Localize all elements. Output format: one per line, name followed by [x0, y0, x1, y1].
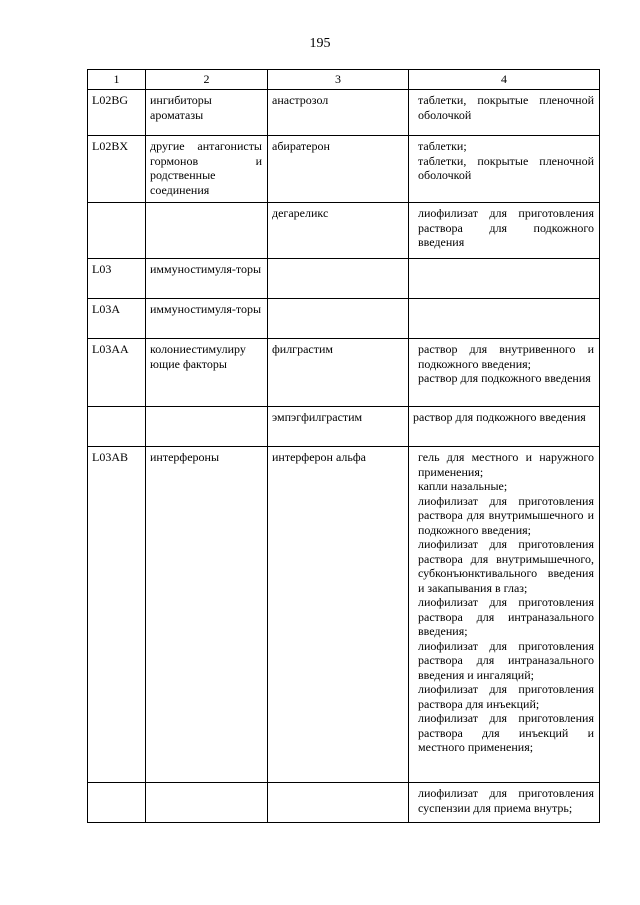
- header-cell: 1: [88, 70, 146, 90]
- dosage-form: капли назальные;: [418, 479, 508, 493]
- group-cell: другие антагонисты гормонов и родственные соединения: [146, 136, 268, 203]
- table-row: [88, 339, 600, 407]
- atc-code-cell: L02BG: [88, 90, 146, 136]
- dosage-form: таблетки, покрытые пленочной оболочкой: [418, 153, 594, 182]
- table-row: [88, 783, 600, 823]
- atc-code-cell: L03A: [88, 299, 146, 339]
- group-cell: [146, 203, 268, 259]
- dosage-forms-cell: [409, 407, 600, 447]
- dosage-form: лиофилизат для приготовления раствора для интраназального введения и ингаляций;: [418, 638, 594, 682]
- dosage-form: гель для местного и наружного применения;: [418, 450, 594, 479]
- dosage-form: лиофилизат для приготовления раствора для инъекций;: [418, 682, 594, 711]
- dosage-form: лиофилизат для приготовления раствора для инъекций и местного применения;: [418, 711, 594, 754]
- header-cell: 3: [268, 70, 409, 90]
- dosage-forms-cell: [409, 259, 600, 299]
- drug-cell: эмпэгфилграстим: [268, 407, 409, 447]
- dosage-forms-cell: [409, 447, 600, 783]
- page-number: 195: [309, 36, 331, 51]
- drug-cell: анастрозол: [268, 90, 409, 136]
- header-cell: 4: [409, 70, 600, 90]
- drug-cell: абиратерон: [268, 136, 409, 203]
- atc-code-cell: [88, 203, 146, 259]
- dosage-forms-cell: [409, 90, 600, 136]
- table-row: [88, 90, 600, 136]
- table-row: [88, 203, 600, 259]
- drug-cell: интерферон альфа: [268, 447, 409, 783]
- header-row: [88, 70, 600, 90]
- drug-cell: [268, 259, 409, 299]
- table-row: [88, 299, 600, 339]
- group-cell: [146, 407, 268, 447]
- table-row: [88, 259, 600, 299]
- drug-cell: [268, 783, 409, 823]
- drug-cell: дегареликс: [268, 203, 409, 259]
- dosage-forms-cell: [409, 783, 600, 823]
- dosage-form: таблетки;: [418, 139, 467, 153]
- group-cell: иммуностимуля-торы: [146, 299, 268, 339]
- drug-classification-table: [87, 69, 600, 823]
- atc-code-cell: L02BX: [88, 136, 146, 203]
- dosage-form: лиофилизат для приготовления раствора для внутримышечного и подкожного введения;: [418, 493, 594, 537]
- atc-code-cell: [88, 783, 146, 823]
- dosage-forms-cell: [409, 203, 600, 259]
- table-row: [88, 447, 600, 783]
- atc-code-cell: L03: [88, 259, 146, 299]
- dosage-form: лиофилизат для приготовления суспензии для приема внутрь;: [418, 786, 594, 815]
- dosage-forms-cell: [409, 339, 600, 407]
- dosage-form: раствор для подкожного введения: [413, 410, 586, 424]
- dosage-form: лиофилизат для приготовления раствора для внутримышечного, субконъюнктивального введения и закапывания в глаз;: [418, 537, 594, 595]
- dosage-form: раствор для внутривенного и подкожного введения;: [418, 342, 594, 371]
- drug-cell: филграстим: [268, 339, 409, 407]
- dosage-forms-cell: [409, 136, 600, 203]
- atc-code-cell: L03AA: [88, 339, 146, 407]
- header-cell: 2: [146, 70, 268, 90]
- group-cell: колониестимулиру ющие факторы: [146, 339, 268, 407]
- dosage-form: лиофилизат для приготовления раствора для интраназального введения;: [418, 595, 594, 638]
- atc-code-cell: [88, 407, 146, 447]
- dosage-forms-cell: [409, 299, 600, 339]
- group-cell: [146, 783, 268, 823]
- table-row: [88, 407, 600, 447]
- atc-code-cell: L03AB: [88, 447, 146, 783]
- dosage-form: таблетки, покрытые пленочной оболочкой: [418, 93, 594, 122]
- group-cell: ингибиторы ароматазы: [146, 90, 268, 136]
- dosage-form: раствор для подкожного введения: [418, 371, 591, 385]
- drug-cell: [268, 299, 409, 339]
- dosage-form: лиофилизат для приготовления раствора для подкожного введения: [418, 206, 594, 249]
- group-cell: иммуностимуля-торы: [146, 259, 268, 299]
- table-row: [88, 136, 600, 203]
- group-cell: интерфероны: [146, 447, 268, 783]
